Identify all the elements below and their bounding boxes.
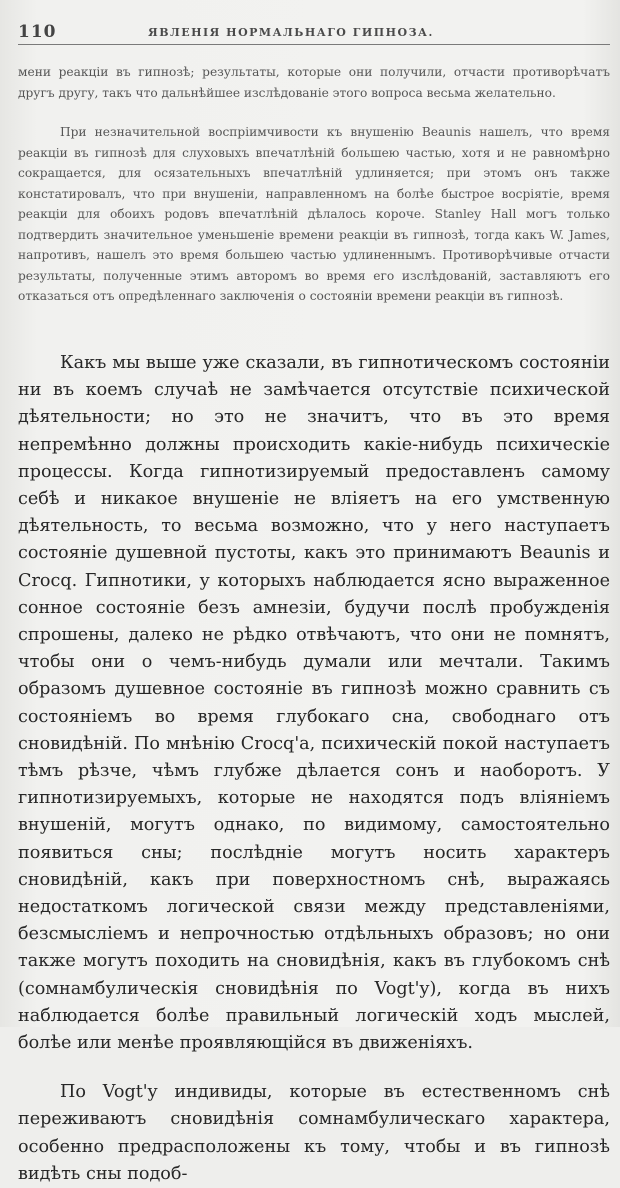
main-paragraph-1: Какъ мы выше уже сказали, въ гипнотическомъ состояніи ни въ коемъ случаѣ не замѣчается отсутствіе психической дѣятельности; но это не значитъ, что въ это время непремѣнно должны происходить какіе-нибудь психическіе процессы. Когда гипнотизируемый предоставленъ самому себѣ и никакое внушеніе не вліяетъ на его умственную дѣятельность, то весьма возможно, что у него наступаетъ состояніе душевной пустоты, какъ это принимаютъ Beaunis и Crocq. Гипнотики, у которыхъ наблюдается ясно выраженное сонное состояніе безъ амнезіи, будучи послѣ пробужденія спрошены, далеко не рѣдко отвѣчаютъ, что они не помнятъ, чтобы они о чемъ-нибудь думали или мечтали. Такимъ образомъ душевное состояніе въ гипнозѣ можно сравнить съ состояніемъ во время глубокаго сна, свободнаго отъ сновидѣній. По мнѣнію Crocq'a, психическій покой наступаетъ тѣмъ рѣзче, чѣмъ глубже дѣлается сонъ и наоборотъ. У гипнотизируемыхъ, которые не находятся подъ вліяніемъ внушеній, могутъ однако, по видимому, самостоятельно появиться сны; послѣдніе могутъ носить характеръ сновидѣній, какъ при поверхностномъ снѣ, выражаясь недостаткомъ логической связи между представленіями, безсмысліемъ и непрочностью отдѣльныхъ образовъ; но они также могутъ походить на сновидѣнія, какъ въ глубокомъ снѣ (сомнамбулическія сновидѣнія по Vogt'y), когда въ нихъ наблюдается болѣе правильный логическій ходъ мыслей, болѣе или менѣе проявляющійся въ движеніяхъ. xyxy=(18,353,610,1054)
page-header xyxy=(18,22,610,45)
page-number: 110 xyxy=(18,22,57,42)
note-paragraph-2-text: При незначительной воспріимчивости къ внушенію Beaunis нашелъ, что время реакціи въ гипнозѣ для слуховыхъ впечатлѣній большею частью, хотя и не равномѣрно сокращается, для осязательныхъ впечатлѣній удлиняется; при этомъ онъ также констатировалъ, что при внушеніи, направленномъ на болѣе быстрое восріятіе, время реакціи для обоихъ родовъ впечатлѣній дѣлалось короче. Stanley Hall могъ только подтвердить значительное уменьшеніе времени реакціи въ гипнозѣ, тогда какъ W. James, напротивъ, нашелъ это время большею частью удлиненнымъ. Противорѣчивые отчасти результаты, полученные этимъ авторомъ во время его изслѣдованій, заставляютъ его отказаться отъ опредѣленнаго заключенія о состояніи времени реакціи въ гипнозѣ. xyxy=(18,125,610,303)
main-text xyxy=(18,350,610,1188)
note-paragraph-1 xyxy=(18,62,610,103)
footnote-section xyxy=(18,62,610,307)
main-paragraph-2: По Vogt'y индивиды, которые въ естественномъ снѣ переживаютъ сновидѣнія сомнамбулическаго характера, особенно предрасположены къ тому, чтобы и въ гипнозѣ видѣть сны подоб- xyxy=(18,1082,610,1184)
note-paragraph-2 xyxy=(18,122,610,307)
running-head: ЯВЛЕНІЯ НОРМАЛЬНАГО ГИПНОЗА. xyxy=(148,26,434,39)
note-paragraph-1-text: мени реакціи въ гипнозѣ; результаты, которые они получили, отчасти противорѣчатъ другъ другу, такъ что дальнѣйшее изслѣдованіе этого вопроса весьма желательно. xyxy=(18,65,610,100)
